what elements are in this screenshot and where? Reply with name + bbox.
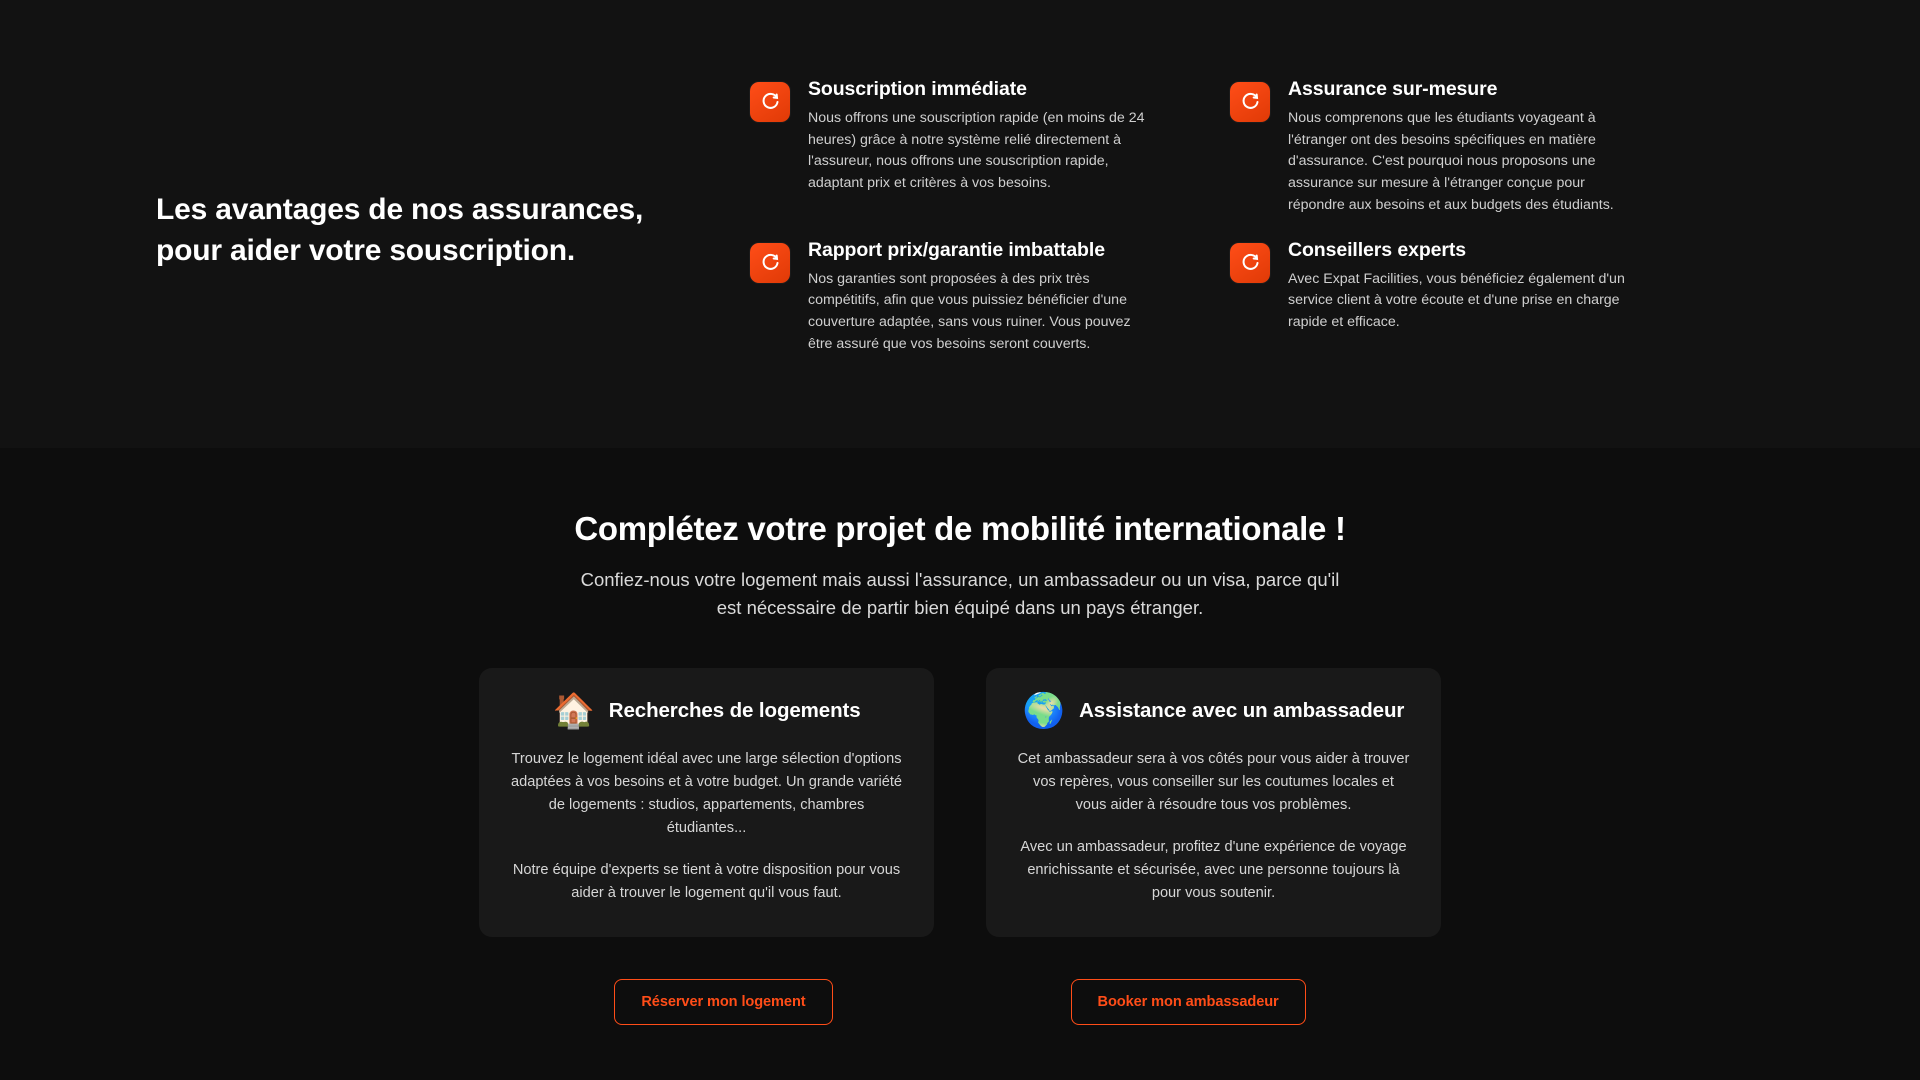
advantage-item [750,239,1180,356]
advantage-title: Rapport prix/garantie imbattable [808,238,1105,261]
advantage-title: Souscription immédiate [808,78,1027,100]
section-subtitle: Confiez-nous votre logement mais aussi l'assurance, un ambassadeur ou un visa, parce qu'il est nécessaire de partir bien équipé dans un pays étranger. [580,569,1340,618]
advantage-item [750,78,1180,217]
book-housing-button[interactable]: Réserver mon logement [614,979,832,1025]
card-paragraph: Trouvez le logement idéal avec une large sélection d'options adaptées à vos besoins et à votre budget. Un grande variété de logements : studios, appartements, chambres étudiantes... [510,750,903,836]
card-paragraph: Cet ambassadeur sera à vos côtés pour vous aider à trouver vos repères, vous conseiller sur les coutumes locales et vous aider à résoudre tous vos problèmes. [1017,750,1410,813]
card-title: Assistance avec un ambassadeur [1079,698,1405,722]
advantage-body: Nos garanties sont proposées à des prix très compétitifs, afin que vous puissiez bénéficier d'une couverture adaptée, sans vous ruiner. Vous pouvez être assuré que vos besoins seront couverts. [808,270,1131,352]
advantages-heading-line1: Les avantages de nos assurances, [156,193,644,226]
card-title: Recherches de logements [608,698,861,722]
card-ambassador [986,668,1441,937]
card-housing [479,668,934,937]
globe-icon: 🌍 [1022,691,1066,730]
advantage-body: Nous offrons une souscription rapide (en moins de 24 heures) grâce à notre système relié directement à l'assureur, nous offrons une souscription rapide, adaptant prix et critères à vos besoins. [808,110,1145,192]
advantage-body: Nous comprenons que les étudiants voyageant à l'étranger ont des besoins spécifiques en matière d'assurance. C'est pourquoi nous proposons une assurance sur mesure à l'étranger conçue pour répondre aux besoins et aux budgets des étudiants. [1288,110,1614,213]
advantage-item [1230,239,1660,356]
service-cards [0,668,1920,937]
advantage-body: Avec Expat Facilities, vous bénéficiez également d'un service client à votre écoute et d'une prise en charge rapide et efficace. [1288,270,1625,331]
bottom-spacer [0,1025,1920,1065]
refresh-icon [1230,243,1270,283]
advantage-title: Assurance sur-mesure [1288,78,1498,100]
refresh-icon [750,82,790,122]
complete-project-section [0,448,1920,1080]
house-icon: 🏠 [552,691,595,730]
card-paragraph: Notre équipe d'experts se tient à votre disposition pour vous aider à trouver le logement qu'il vous faut. [512,861,901,901]
section-title: Complétez votre projet de mobilité internationale ! [574,510,1346,547]
advantages-section [0,0,1920,448]
refresh-icon [750,243,790,283]
book-ambassador-button[interactable]: Booker mon ambassadeur [1071,979,1306,1025]
refresh-icon [1230,82,1270,122]
card-paragraph: Avec un ambassadeur, profitez d'une expérience de voyage enrichissante et sécurisée, avec une personne toujours là pour vous soutenir. [1020,838,1407,901]
advantages-grid [750,60,1810,355]
advantages-heading [110,60,750,272]
advantage-item [1230,78,1660,217]
cta-row [0,979,1920,1025]
advantages-heading-line2: pour aider votre souscription. [156,233,576,267]
advantage-title: Conseillers experts [1288,238,1467,261]
